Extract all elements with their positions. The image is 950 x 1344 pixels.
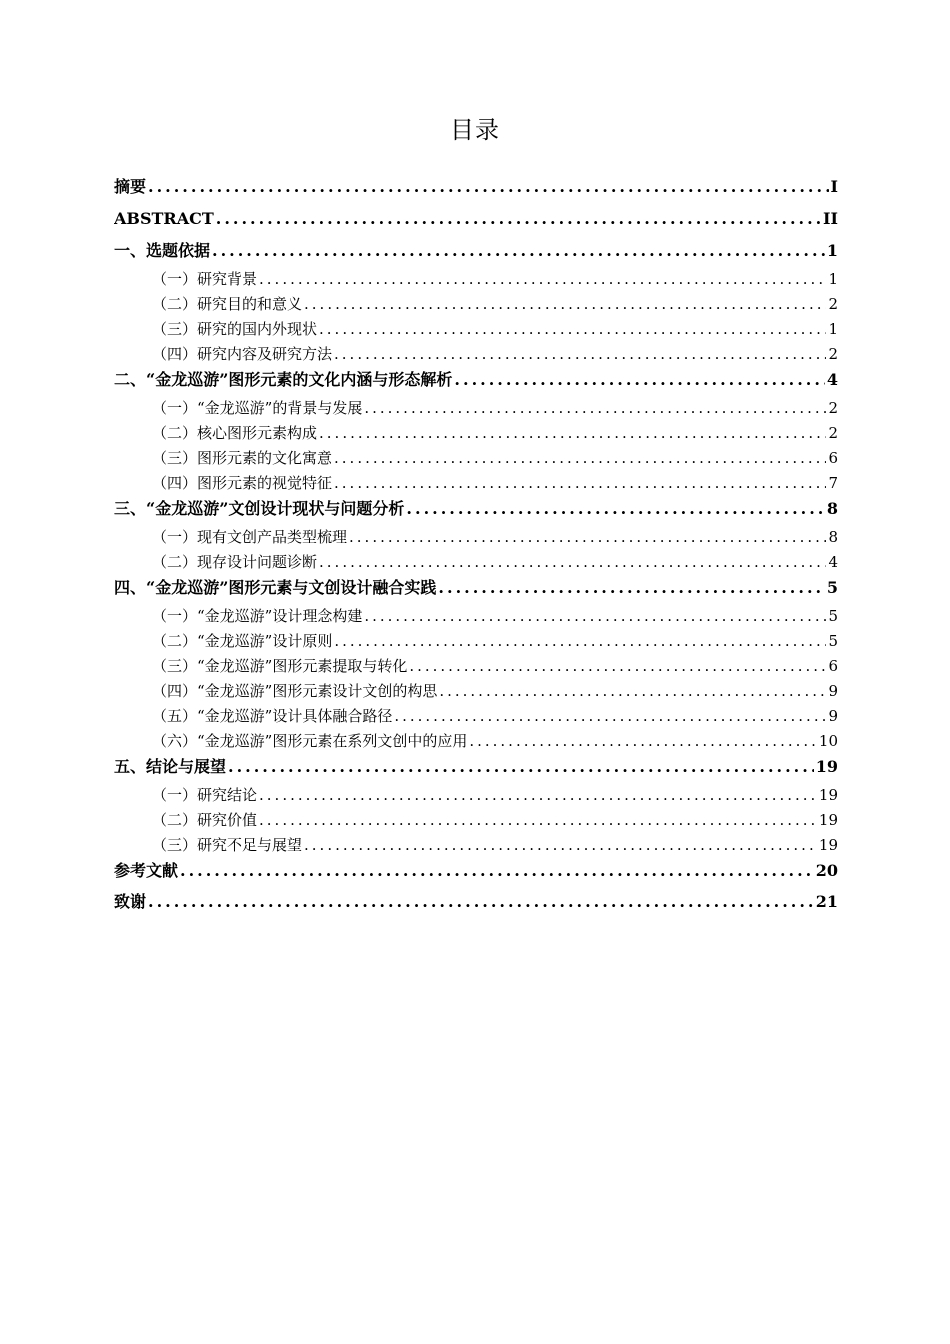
toc-entry-label: 二、“金龙巡游”图形元素的文化内涵与形态解析 <box>114 369 453 389</box>
toc-entry-page-number: 5 <box>828 606 838 625</box>
toc-entry-page-number: 10 <box>818 731 838 750</box>
toc-entry-page-number: 2 <box>828 294 838 313</box>
toc-entry-label: 一、选题依据 <box>114 240 211 260</box>
toc-entry-page-number: 1 <box>828 319 838 338</box>
toc-entry-page-number: 6 <box>828 656 838 675</box>
toc-entry-page-number: 9 <box>828 681 838 700</box>
toc-entry[interactable] <box>114 629 838 654</box>
toc-dot-leader <box>259 783 817 808</box>
toc-entry-page-number: 5 <box>828 631 838 650</box>
toc-entry-label: （二）研究目的和意义 <box>152 294 303 313</box>
toc-entry-label: 三、“金龙巡游”文创设计现状与问题分析 <box>114 498 405 518</box>
table-of-contents <box>114 174 838 921</box>
toc-dot-leader <box>319 421 826 446</box>
toc-entry-page-number: 1 <box>828 269 838 288</box>
toc-dot-leader <box>349 525 826 550</box>
toc-dot-leader <box>469 729 817 754</box>
toc-entry-label: （一）研究背景 <box>152 269 258 288</box>
toc-entry[interactable] <box>114 704 838 729</box>
toc-entry-page-number: I <box>830 177 838 196</box>
toc-entry-label: （三）研究不足与展望 <box>152 835 303 854</box>
toc-entry-label: （四）研究内容及研究方法 <box>152 344 333 363</box>
toc-entry-label: （二）现存设计问题诊断 <box>152 552 318 571</box>
toc-dot-leader <box>334 446 826 471</box>
toc-dot-leader <box>406 496 824 522</box>
toc-entry[interactable] <box>114 396 838 421</box>
toc-dot-leader <box>394 704 826 729</box>
toc-entry-label: （四）“金龙巡游”图形元素设计文创的构思 <box>152 681 438 700</box>
toc-entry[interactable] <box>114 754 838 783</box>
toc-entry-label: 摘要 <box>114 177 147 196</box>
toc-dot-leader <box>304 833 817 858</box>
toc-entry-label: 五、结论与展望 <box>114 756 227 776</box>
toc-entry-page-number: 9 <box>828 706 838 725</box>
toc-dot-leader <box>334 342 826 367</box>
toc-dot-leader <box>364 396 826 421</box>
toc-entry-label: （三）研究的国内外现状 <box>152 319 318 338</box>
toc-entry[interactable] <box>114 679 838 704</box>
toc-entry-page-number: II <box>823 208 838 228</box>
toc-entry-page-number: 19 <box>815 756 838 776</box>
toc-entry-page-number: 6 <box>828 448 838 467</box>
toc-entry-page-number: 19 <box>818 810 838 829</box>
toc-entry-label: 致谢 <box>114 892 147 912</box>
toc-entry[interactable] <box>114 525 838 550</box>
toc-entry-page-number: 4 <box>826 369 838 389</box>
toc-entry-page-number: 19 <box>818 835 838 854</box>
toc-dot-leader <box>148 889 814 915</box>
toc-entry[interactable] <box>114 421 838 446</box>
toc-entry-page-number: 1 <box>826 240 838 260</box>
toc-entry-page-number: 8 <box>828 527 838 546</box>
toc-entry-page-number: 4 <box>828 552 838 571</box>
toc-entry[interactable] <box>114 238 838 267</box>
toc-entry-label: （三）图形元素的文化寓意 <box>152 448 333 467</box>
toc-entry-label: （五）“金龙巡游”设计具体融合路径 <box>152 706 393 725</box>
toc-entry-page-number: 2 <box>828 398 838 417</box>
toc-entry-label: （一）“金龙巡游”的背景与发展 <box>152 398 363 417</box>
toc-entry-label: （六）“金龙巡游”图形元素在系列文创中的应用 <box>152 731 468 750</box>
toc-entry[interactable] <box>114 267 838 292</box>
toc-entry[interactable] <box>114 729 838 754</box>
toc-entry-label: （二）“金龙巡游”设计原则 <box>152 631 333 650</box>
toc-dot-leader <box>364 604 826 629</box>
toc-entry-page-number: 19 <box>818 785 838 804</box>
toc-entry-page-number: 8 <box>826 498 838 518</box>
toc-dot-leader <box>334 629 826 654</box>
toc-dot-leader <box>438 575 824 601</box>
toc-entry-label: 四、“金龙巡游”图形元素与文创设计融合实践 <box>114 577 437 597</box>
toc-dot-leader <box>212 238 825 264</box>
toc-dot-leader <box>409 654 826 679</box>
toc-entry[interactable] <box>114 317 838 342</box>
toc-dot-leader <box>259 808 817 833</box>
toc-entry-label: （一）研究结论 <box>152 785 258 804</box>
toc-dot-leader <box>439 679 826 704</box>
toc-entry[interactable] <box>114 174 838 206</box>
toc-entry-label: （二）研究价值 <box>152 810 258 829</box>
toc-entry-label: （四）图形元素的视觉特征 <box>152 473 333 492</box>
toc-entry[interactable] <box>114 471 838 496</box>
toc-entry[interactable] <box>114 206 838 238</box>
toc-entry[interactable] <box>114 858 838 890</box>
toc-entry[interactable] <box>114 496 838 525</box>
toc-entry[interactable] <box>114 292 838 317</box>
toc-dot-leader <box>319 550 826 575</box>
toc-dot-leader <box>216 206 821 232</box>
toc-entry-page-number: 2 <box>828 344 838 363</box>
toc-entry-page-number: 20 <box>815 860 838 880</box>
toc-entry[interactable] <box>114 550 838 575</box>
toc-entry[interactable] <box>114 654 838 679</box>
toc-dot-leader <box>228 754 814 780</box>
toc-entry[interactable] <box>114 342 838 367</box>
toc-title: 目录 <box>450 116 500 144</box>
toc-dot-leader <box>334 471 826 496</box>
toc-entry[interactable] <box>114 604 838 629</box>
toc-dot-leader <box>180 858 814 884</box>
toc-entry-page-number: 2 <box>828 423 838 442</box>
toc-entry[interactable] <box>114 783 838 808</box>
toc-entry-label: （一）“金龙巡游”设计理念构建 <box>152 606 363 625</box>
toc-entry[interactable] <box>114 833 838 858</box>
toc-dot-leader <box>259 267 826 292</box>
toc-entry-page-number: 7 <box>828 473 838 492</box>
toc-dot-leader <box>304 292 826 317</box>
toc-entry[interactable] <box>114 367 838 396</box>
toc-entry-label: （一）现有文创产品类型梳理 <box>152 527 348 546</box>
toc-entry-label: ABSTRACT <box>114 208 214 228</box>
toc-entry-page-number: 21 <box>815 892 838 912</box>
toc-entry-page-number: 5 <box>826 577 838 597</box>
toc-entry[interactable] <box>114 889 838 921</box>
toc-entry-label: （二）核心图形元素构成 <box>152 423 318 442</box>
toc-entry-label: 参考文献 <box>114 860 179 880</box>
toc-entry[interactable] <box>114 446 838 471</box>
toc-dot-leader <box>148 174 829 200</box>
toc-entry-label: （三）“金龙巡游”图形元素提取与转化 <box>152 656 408 675</box>
toc-entry[interactable] <box>114 575 838 604</box>
toc-entry[interactable] <box>114 808 838 833</box>
toc-dot-leader <box>319 317 826 342</box>
toc-dot-leader <box>454 367 824 393</box>
